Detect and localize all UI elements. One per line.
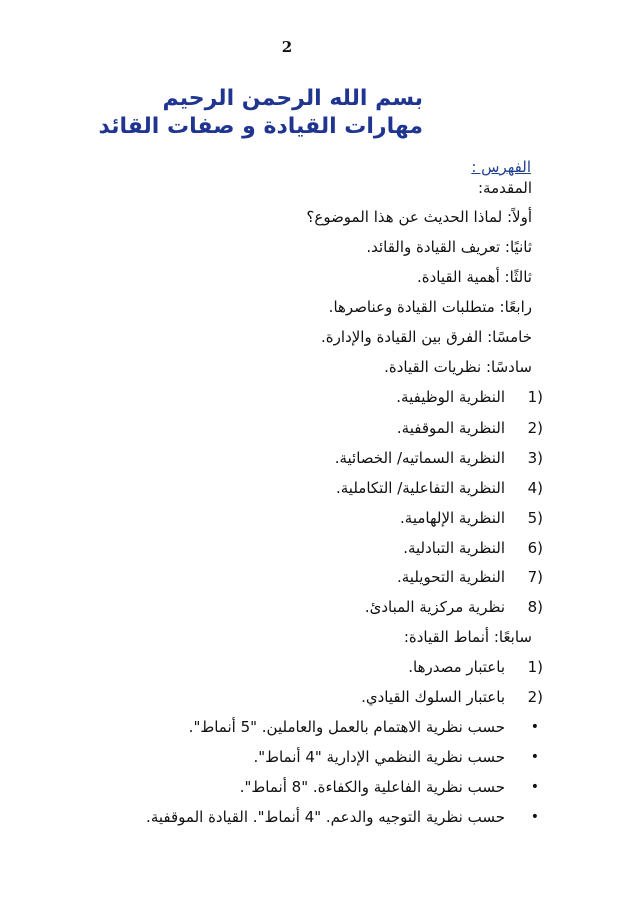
pattern-item: باعتبار مصدرها. (408, 658, 505, 676)
theory-item: النظرية التبادلية. (403, 539, 505, 557)
pattern-number: 1) (527, 658, 543, 676)
theory-number: 3) (527, 449, 543, 467)
theory-number: 6) (527, 539, 543, 557)
bullet-item: حسب نظرية الفاعلية والكفاءة. "8 أنماط". (239, 778, 505, 796)
bullet-icon: • (530, 749, 539, 765)
page-number: 2 (281, 38, 293, 56)
pattern-number: 2) (527, 688, 543, 706)
section-item: سادسًا: نظريات القيادة. (384, 358, 532, 376)
theory-number: 5) (527, 509, 543, 527)
bullet-item: حسب نظرية النظمي الإدارية "4 أنماط". (253, 748, 505, 766)
section-item: خامسًا: الفرق بين القيادة والإدارة. (321, 328, 532, 346)
title-basmala: بسم الله الرحمن الرحيم (162, 86, 423, 111)
pattern-item: باعتبار السلوك القيادي. (361, 688, 505, 706)
intro-item: المقدمة: (477, 179, 532, 197)
theory-number: 4) (527, 479, 543, 497)
bullet-icon: • (530, 719, 539, 735)
theory-item: النظرية السماتيه/ الخصائية. (334, 449, 505, 467)
theory-number: 7) (527, 568, 543, 586)
index-heading: الفهرس : (471, 158, 531, 176)
theory-item: النظرية الموقفية. (396, 419, 505, 437)
section-item: أولاً: لماذا الحديث عن هذا الموضوع؟ (306, 208, 532, 226)
theory-item: النظرية الإلهامية. (400, 509, 505, 527)
section-item: رابعًا: متطلبات القيادة وعناصرها. (328, 298, 532, 316)
section-item: سابعًا: أنماط القيادة: (403, 628, 532, 646)
theory-item: النظرية الوظيفية. (396, 388, 505, 406)
bullet-icon: • (530, 779, 539, 795)
theory-item: النظرية التحويلية. (396, 568, 505, 586)
bullet-item: حسب نظرية الاهتمام بالعمل والعاملين. "5 أنماط". (188, 718, 505, 736)
theory-item: نظرية مركزية المبادئ. (364, 598, 505, 616)
theory-item: النظرية التفاعلية/ التكاملية. (335, 479, 505, 497)
bullet-item: حسب نظرية التوجيه والدعم. "4 أنماط". القيادة الموقفية. (146, 808, 505, 826)
document-title: مهارات القيادة و صفات القائد (98, 114, 423, 139)
theory-number: 1) (527, 388, 543, 406)
theory-number: 2) (527, 419, 543, 437)
section-item: ثالثًا: أهمية القيادة. (416, 268, 532, 286)
section-item: ثانيًا: تعريف القيادة والقائد. (366, 238, 532, 256)
theory-number: 8) (527, 598, 543, 616)
bullet-icon: • (530, 809, 539, 825)
